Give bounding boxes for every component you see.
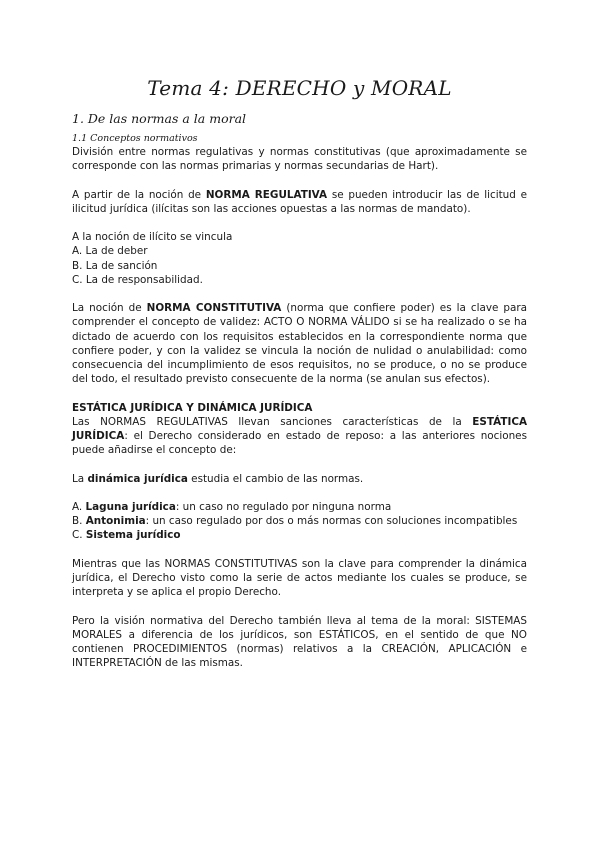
paragraph-estatica: Las NORMAS REGULATIVAS llevan sanciones características de la ESTÁTICA JURÍDICA: el Derecho considerado en estado de reposo: a las anteriores nociones puede añadirse el concepto de: [72, 415, 527, 457]
document-page [72, 74, 527, 670]
term-norma-regulativa: NORMA REGULATIVA [205, 188, 328, 201]
list-item: B. La de sanción [72, 259, 158, 272]
paragraph-sistemas-morales: Pero la visión normativa del Derecho también lleva al tema de la moral: SISTEMAS MORALES a diferencia de los jurídicos, son ESTÁTICOS, en el sentido de que NO contienen PROCEDIMIENTOS (normas) relativos a la CREACIÓN, APLICACIÓN e INTERPRETACIÓN de las mismas. [72, 614, 527, 670]
list-item-antonimia: B. Antonimia: un caso regulado por dos o más normas con soluciones incompatibles [72, 515, 518, 528]
paragraph-norma-regulativa: A partir de la noción de NORMA REGULATIVA se pueden introducir las de licitud e ilicitud jurídica (ilícitas son las acciones opuestas a las normas de mandato). [72, 188, 527, 215]
term-dinamica-juridica: dinámica jurídica [87, 472, 188, 485]
paragraph-norma-constitutiva: La noción de NORMA CONSTITUTIVA (norma que confiere poder) es la clave para comprender el concepto de validez: ACTO O NORMA VÁLIDO si se ha realizado o se ha dictado de acuerdo con los requisitos establecidos en la correspondiente norma que confiere poder, y con la validez se vincula la noción de nulidad o anulabilidad: como consecuencia del incumplimiento de esos requisitos, no se produce, o no se produce del todo, el resultado previsto consecuente de la norma (se anulan sus efectos). [72, 302, 527, 386]
term-norma-constitutiva: NORMA CONSTITUTIVA [146, 302, 282, 315]
subsection-heading: 1.1 Conceptos normativos [72, 133, 198, 144]
list-item: A. La de deber [72, 245, 148, 258]
paragraph-division: División entre normas regulativas y normas constitutivas (que aproximadamente se corresponde con las normas primarias y normas secundarias de Hart). [72, 146, 527, 173]
term-estatica-juridica: ESTÁTICA JURÍDICA [72, 415, 527, 442]
list-item-sistema: C. Sistema jurídico [72, 529, 181, 542]
heading-estatica-dinamica: ESTÁTICA JURÍDICA Y DINÁMICA JURÍDICA [72, 401, 313, 414]
ilicito-intro: A la noción de ilícito se vincula [72, 231, 233, 244]
list-item: C. La de responsabilidad. [72, 273, 203, 286]
paragraph-normas-constitutivas: Mientras que las NORMAS CONSTITUTIVAS son la clave para comprender la dinámica jurídica, el Derecho visto como la serie de actos mediante los cuales se produce, se interpreta y se aplica el propio Derecho. [72, 557, 527, 599]
list-item-laguna: A. Laguna jurídica: un caso no regulado por ninguna norma [72, 500, 392, 513]
document-title: Tema 4: DERECHO y MORAL [147, 76, 452, 100]
section-heading: 1. De las normas a la moral [72, 111, 247, 126]
paragraph-dinamica: La dinámica jurídica estudia el cambio de las normas. [72, 472, 364, 485]
